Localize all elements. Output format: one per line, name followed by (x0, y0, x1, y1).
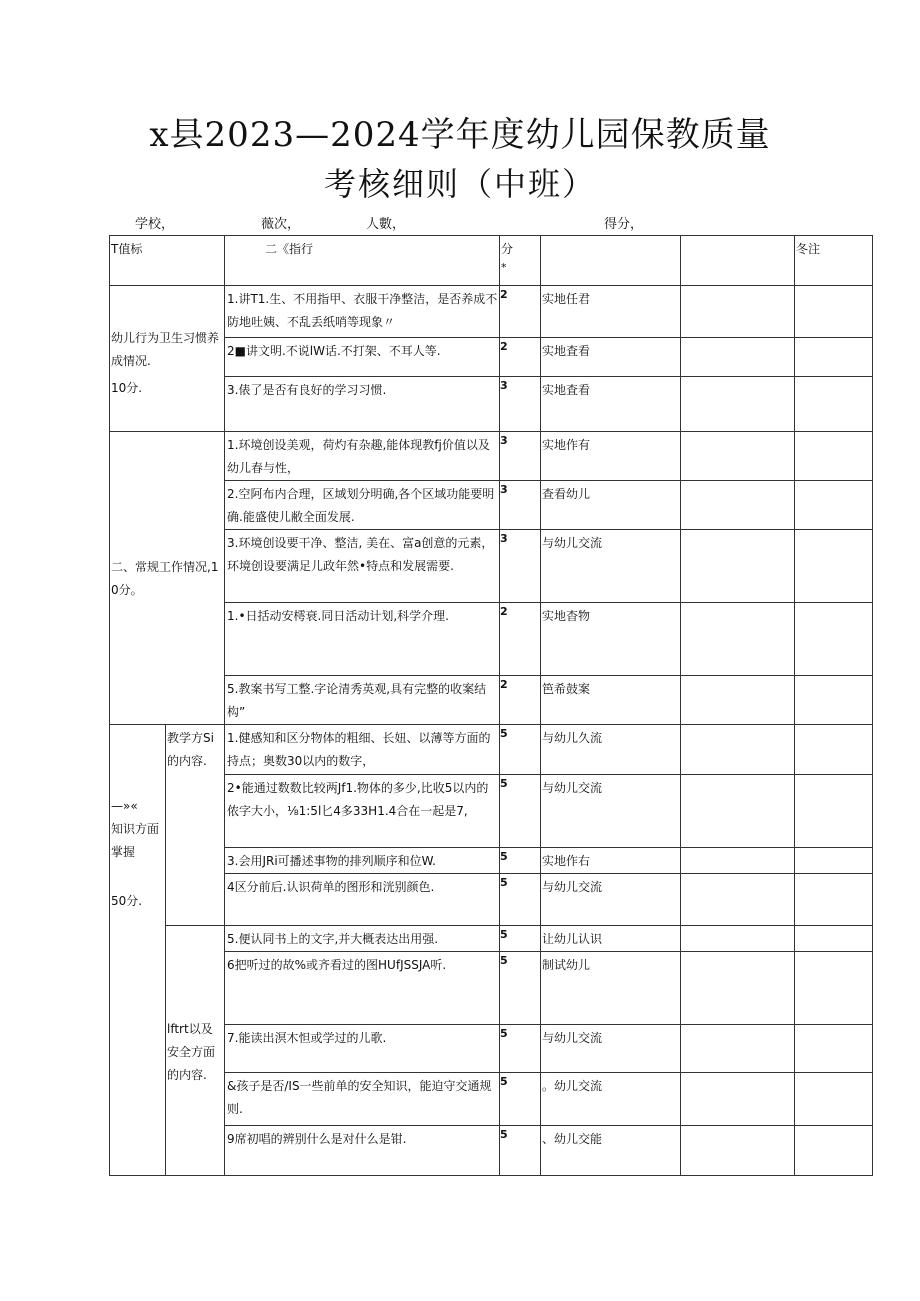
item-remark (795, 1126, 873, 1176)
item-text: &孩子是否/IS一些前单的安全知识，能迫守交通规则. (225, 1073, 500, 1126)
item-result (681, 676, 795, 725)
item-remark (795, 1025, 873, 1073)
item-method: 实地作有 (541, 432, 681, 481)
item-result (681, 338, 795, 377)
item-remark (795, 848, 873, 874)
item-method: 与幼儿交流 (541, 874, 681, 926)
subsection-language-safety (166, 926, 225, 1176)
score-field-label: 得分， (604, 217, 644, 232)
table-row (110, 952, 873, 1025)
table-row (110, 676, 873, 725)
header-result (681, 236, 795, 286)
item-remark (795, 432, 873, 481)
item-method: 让幼儿认识 (541, 926, 681, 952)
header-content: 二《指行 (225, 236, 500, 286)
table-row (110, 848, 873, 874)
item-result (681, 530, 795, 603)
item-score: 3 (500, 530, 541, 603)
item-result (681, 377, 795, 432)
item-result (681, 725, 795, 775)
section3-mark: —»« (111, 799, 138, 813)
header-score (500, 236, 541, 286)
item-remark (795, 926, 873, 952)
table-row (110, 775, 873, 848)
item-result (681, 481, 795, 530)
item-remark (795, 377, 873, 432)
item-remark (795, 286, 873, 338)
item-method: 实地査看 (541, 338, 681, 377)
item-score: 3 (500, 481, 541, 530)
item-text: 2.空阿布内合理，区域划分明确,各个区域功能要明确.能盛使儿敝全面发展. (225, 481, 500, 530)
item-result (681, 1126, 795, 1176)
table-row (110, 1126, 873, 1176)
item-result (681, 286, 795, 338)
header-score-mark: * (501, 261, 507, 274)
item-score: 5 (500, 874, 541, 926)
item-score: 5 (500, 926, 541, 952)
item-score: 5 (500, 952, 541, 1025)
table-header-row (110, 236, 873, 286)
item-result (681, 952, 795, 1025)
item-remark (795, 725, 873, 775)
item-score: 2 (500, 603, 541, 676)
table-row (110, 725, 873, 775)
item-remark (795, 676, 873, 725)
item-result (681, 848, 795, 874)
section2-indicator: 二、常规工作情况,10分。 (110, 432, 225, 725)
item-result (681, 926, 795, 952)
item-text: 5.便认同书上的文字,并大概表达出用强. (225, 926, 500, 952)
item-method: 制试幼儿 (541, 952, 681, 1025)
table-row (110, 603, 873, 676)
item-result (681, 1025, 795, 1073)
header-remark: 冬注 (795, 236, 873, 286)
item-score: 5 (500, 725, 541, 775)
section1-points: 10分. (111, 381, 143, 395)
header-indicator: T值标 (110, 236, 225, 286)
item-remark (795, 338, 873, 377)
table-row (110, 377, 873, 432)
item-remark (795, 1073, 873, 1126)
item-score: 5 (500, 1073, 541, 1126)
section1-name: 幼儿行为卫生习惯养成情况. (111, 331, 220, 368)
header-score-label: 分 (501, 242, 514, 256)
item-score: 5 (500, 775, 541, 848)
subsection-language-safety-label: lftrt以及安全方面的内容. (167, 1022, 216, 1082)
item-score: 5 (500, 1025, 541, 1073)
item-result (681, 603, 795, 676)
table-row (110, 1025, 873, 1073)
item-text: 5.教案书写工整.字论清秀英观,具有完整的收案结构” (225, 676, 500, 725)
item-text: 9席初唱的辨别什么是对什么是钳. (225, 1126, 500, 1176)
item-method: 与幼儿交流 (541, 530, 681, 603)
table-row (110, 530, 873, 603)
item-text: 2•能通过数数比较两Jf1.物体的多少,比收5以内的侬字大小，⅛1:5l匕4多33H1.4合在一起是7, (225, 775, 500, 848)
batch-field-label: 薇次， (261, 217, 301, 232)
document-title-line1: x县2023—2024学年度幼儿园保教质量 (149, 115, 771, 155)
item-text: 2■讲文明.不说lW话.不打架、不耳人等. (225, 338, 500, 377)
item-method: 实地査看 (541, 377, 681, 432)
item-remark (795, 603, 873, 676)
item-score: 5 (500, 848, 541, 874)
item-text: 3.俵了是否有良好的学习习惯. (225, 377, 500, 432)
item-result (681, 874, 795, 926)
item-score: 2 (500, 286, 541, 338)
table-row (110, 481, 873, 530)
item-text: 6把听过的故%或齐看过的图HUfJSSJA听. (225, 952, 500, 1025)
section3-points: 50分. (111, 894, 143, 908)
item-method: 实地杳物 (541, 603, 681, 676)
item-score: 2 (500, 338, 541, 377)
section1-indicator (110, 286, 225, 432)
item-text: 1.•日括动安樗衰.同日活动计划,科学介理. (225, 603, 500, 676)
item-method: 与幼儿交流 (541, 1025, 681, 1073)
item-method: 实地任君 (541, 286, 681, 338)
table-row (110, 338, 873, 377)
table-row (110, 926, 873, 952)
table-row (110, 1073, 873, 1126)
document-title-line2: 考核细则（中班） (323, 165, 596, 203)
table-row (110, 874, 873, 926)
item-method: 笆希鼓案 (541, 676, 681, 725)
table-row (110, 432, 873, 481)
item-text: 1.讲T1.生、不用指甲、衣服干净整洁，是否养成不防地吐姨、不乱丢纸哨等现象〃 (225, 286, 500, 338)
count-field-label: 人數， (366, 217, 406, 232)
item-remark (795, 481, 873, 530)
item-method: 与幼儿交流 (541, 775, 681, 848)
subsection-teaching: 教学方Si的内容. (166, 725, 225, 926)
school-field-label: 学校， (135, 217, 175, 232)
table-row (110, 286, 873, 338)
item-result (681, 1073, 795, 1126)
assessment-table (109, 235, 873, 1176)
item-result (681, 432, 795, 481)
item-method: 。幼儿交流 (541, 1073, 681, 1126)
section3-name: 知识方面掌握 (111, 822, 160, 859)
item-text: 3.会用JRi可播述事物的排列顺序和位W. (225, 848, 500, 874)
item-score: 3 (500, 377, 541, 432)
item-text: 1.环境创设美观，荷灼有杂趣,能体现教fj价值以及幼儿春与性， (225, 432, 500, 481)
item-text: 7.能读出溟木怛或学过的儿歌. (225, 1025, 500, 1073)
section3-indicator (110, 725, 166, 1176)
item-remark (795, 775, 873, 848)
item-score: 2 (500, 676, 541, 725)
item-method: 查看幼儿 (541, 481, 681, 530)
item-method: 与幼儿久流 (541, 725, 681, 775)
item-score: 5 (500, 1126, 541, 1176)
item-result (681, 775, 795, 848)
item-score: 3 (500, 432, 541, 481)
item-text: 1.健感知和区分物体的粗细、长妞、以薄等方面的持点；奥数30以内的数字， (225, 725, 500, 775)
item-remark (795, 952, 873, 1025)
item-method: 、幼儿交能 (541, 1126, 681, 1176)
item-text: 3.环境创设要干净、整洁, 美在、富a创意的元素，环境创设要满足儿政年然•特点和发展需要. (225, 530, 500, 603)
item-remark (795, 874, 873, 926)
item-text: 4区分前后.认识荷单的图形和洸别颜色. (225, 874, 500, 926)
header-method (541, 236, 681, 286)
item-method: 实地作右 (541, 848, 681, 874)
item-remark (795, 530, 873, 603)
